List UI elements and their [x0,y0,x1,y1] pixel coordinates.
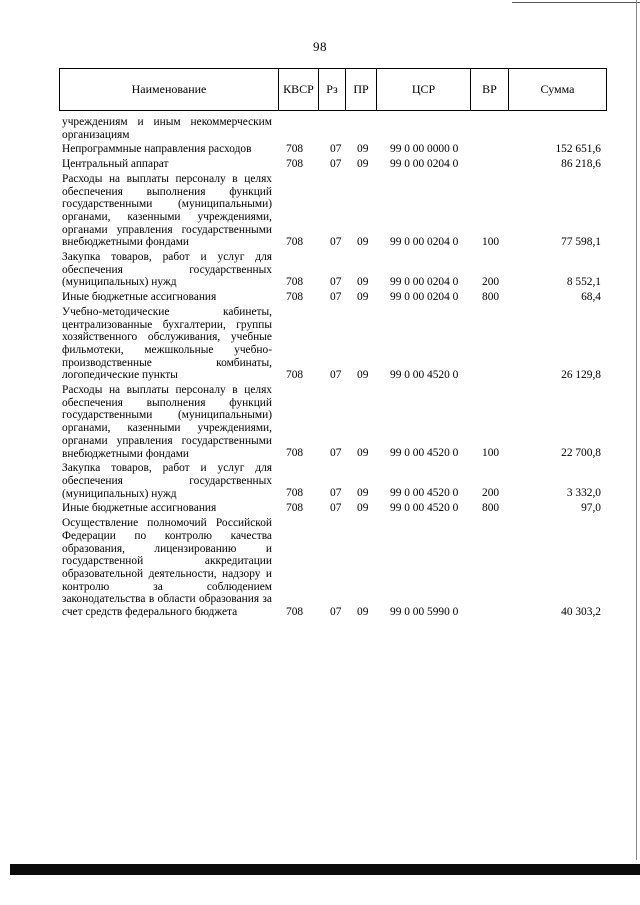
row-rz: 07 [330,502,342,515]
table-row [62,291,607,304]
row-name: Иные бюджетные ассигнования [62,502,217,515]
row-pr: 09 [357,502,369,515]
row-name: Центральный аппарат [62,158,169,171]
row-vr: 100 [482,447,500,460]
row-pr: 09 [357,236,369,249]
header-pr: ПР [346,69,377,110]
table-body [62,116,607,619]
table-row [62,158,607,171]
table-row [62,251,607,289]
row-csr: 99 0 00 4520 0 [390,447,459,460]
row-kvsr: 708 [286,447,304,460]
row-vr: 200 [482,487,500,500]
row-vr: 800 [482,502,500,515]
row-rz: 07 [330,143,342,156]
table-row [62,462,607,500]
row-csr: 99 0 00 0204 0 [390,276,459,289]
row-sum: 77 598,1 [561,236,601,249]
header-name: Наименование [60,69,279,110]
row-kvsr: 708 [286,143,304,156]
row-kvsr: 708 [286,369,304,382]
row-name: Расходы на выплаты персоналу в целях обеспечения выполнения функций государственными (муниципальными) органами, казенными учреждениями, органами управления государственными внебюджетными фондами [62,384,272,460]
row-name: Непрограммные направления расходов [62,143,252,156]
row-kvsr: 708 [286,605,304,618]
row-name: Расходы на выплаты персоналу в целях обеспечения выполнения функций государственными (муниципальными) органами, казенными учреждениями, органами управления государственными внебюджетными фондами [62,172,272,249]
header-csr: ЦСР [377,69,471,110]
row-rz: 07 [330,605,342,618]
row-vr: 200 [482,276,500,289]
header-sum: Сумма [540,82,575,96]
row-sum: 68,4 [581,290,601,303]
row-kvsr: 708 [286,290,304,303]
scan-right-edge [636,0,637,860]
header-rz: Рз [319,69,346,110]
row-vr: 800 [482,290,500,303]
table-row [62,173,607,249]
row-pr: 09 [357,276,369,289]
row-name: учреждениям и иным некоммерческим организациям [62,116,272,141]
row-rz: 07 [330,369,342,382]
row-name: Закупка товаров, работ и услуг для обеспечения государственных (муниципальных) нужд [62,251,272,289]
row-csr: 99 0 00 0204 0 [390,236,459,249]
row-sum: 26 129,8 [561,369,601,382]
row-rz: 07 [330,236,342,249]
row-rz: 07 [330,276,342,289]
row-csr: 99 0 00 4520 0 [390,487,459,500]
row-csr: 99 0 00 4520 0 [390,502,459,515]
row-pr: 09 [357,143,369,156]
row-kvsr: 708 [286,157,304,170]
row-sum: 8 552,1 [566,276,601,289]
row-pr: 09 [357,487,369,500]
table-row [62,502,607,515]
row-rz: 07 [330,157,342,170]
row-vr: 100 [482,236,500,249]
row-rz: 07 [330,487,342,500]
row-sum: 22 700,8 [561,447,601,460]
header-kvsr: КВСР [279,69,319,110]
header-vr: ВР [471,69,509,110]
row-pr: 09 [357,369,369,382]
row-pr: 09 [357,290,369,303]
row-pr: 09 [357,447,369,460]
row-pr: 09 [357,157,369,170]
table-row [62,384,607,460]
row-kvsr: 708 [286,502,304,515]
row-sum: 86 218,6 [561,157,601,170]
row-name: Осуществление полномочий Российской Федерации по контролю качества образования, лицензированию и государственной аккредитации образовательной деятельности, надзору и контролю за соблюдением законодательства в области образования за счет средств федерального бюджета [62,517,272,619]
row-csr: 99 0 00 5990 0 [390,605,459,618]
row-sum: 3 332,0 [566,487,601,500]
row-pr: 09 [357,605,369,618]
row-sum: 97,0 [581,502,601,515]
scan-bottom-bar [10,864,640,875]
table-row [62,517,607,619]
row-name: Учебно-методические кабинеты, централизованные бухгалтерии, группы хозяйственного обслуживания, учебные фильмотеки, межшкольные учебно-производственные комбинаты, логопедические пункты [62,305,272,382]
row-csr: 99 0 00 4520 0 [390,369,459,382]
row-name: Иные бюджетные ассигнования [62,291,217,304]
scan-top-rule [512,2,640,3]
row-name: Закупка товаров, работ и услуг для обеспечения государственных (муниципальных) нужд [62,462,272,500]
table-header [59,68,607,111]
row-sum: 40 303,2 [561,605,601,618]
row-kvsr: 708 [286,487,304,500]
table-row [62,116,607,141]
row-kvsr: 708 [286,276,304,289]
row-csr: 99 0 00 0000 0 [390,143,459,156]
table-row [62,306,607,382]
table-row [62,143,607,156]
row-csr: 99 0 00 0204 0 [390,290,459,303]
row-kvsr: 708 [286,236,304,249]
row-sum: 152 651,6 [555,143,601,156]
row-rz: 07 [330,447,342,460]
row-csr: 99 0 00 0204 0 [390,157,459,170]
page-number: 98 [313,39,327,54]
row-rz: 07 [330,290,342,303]
